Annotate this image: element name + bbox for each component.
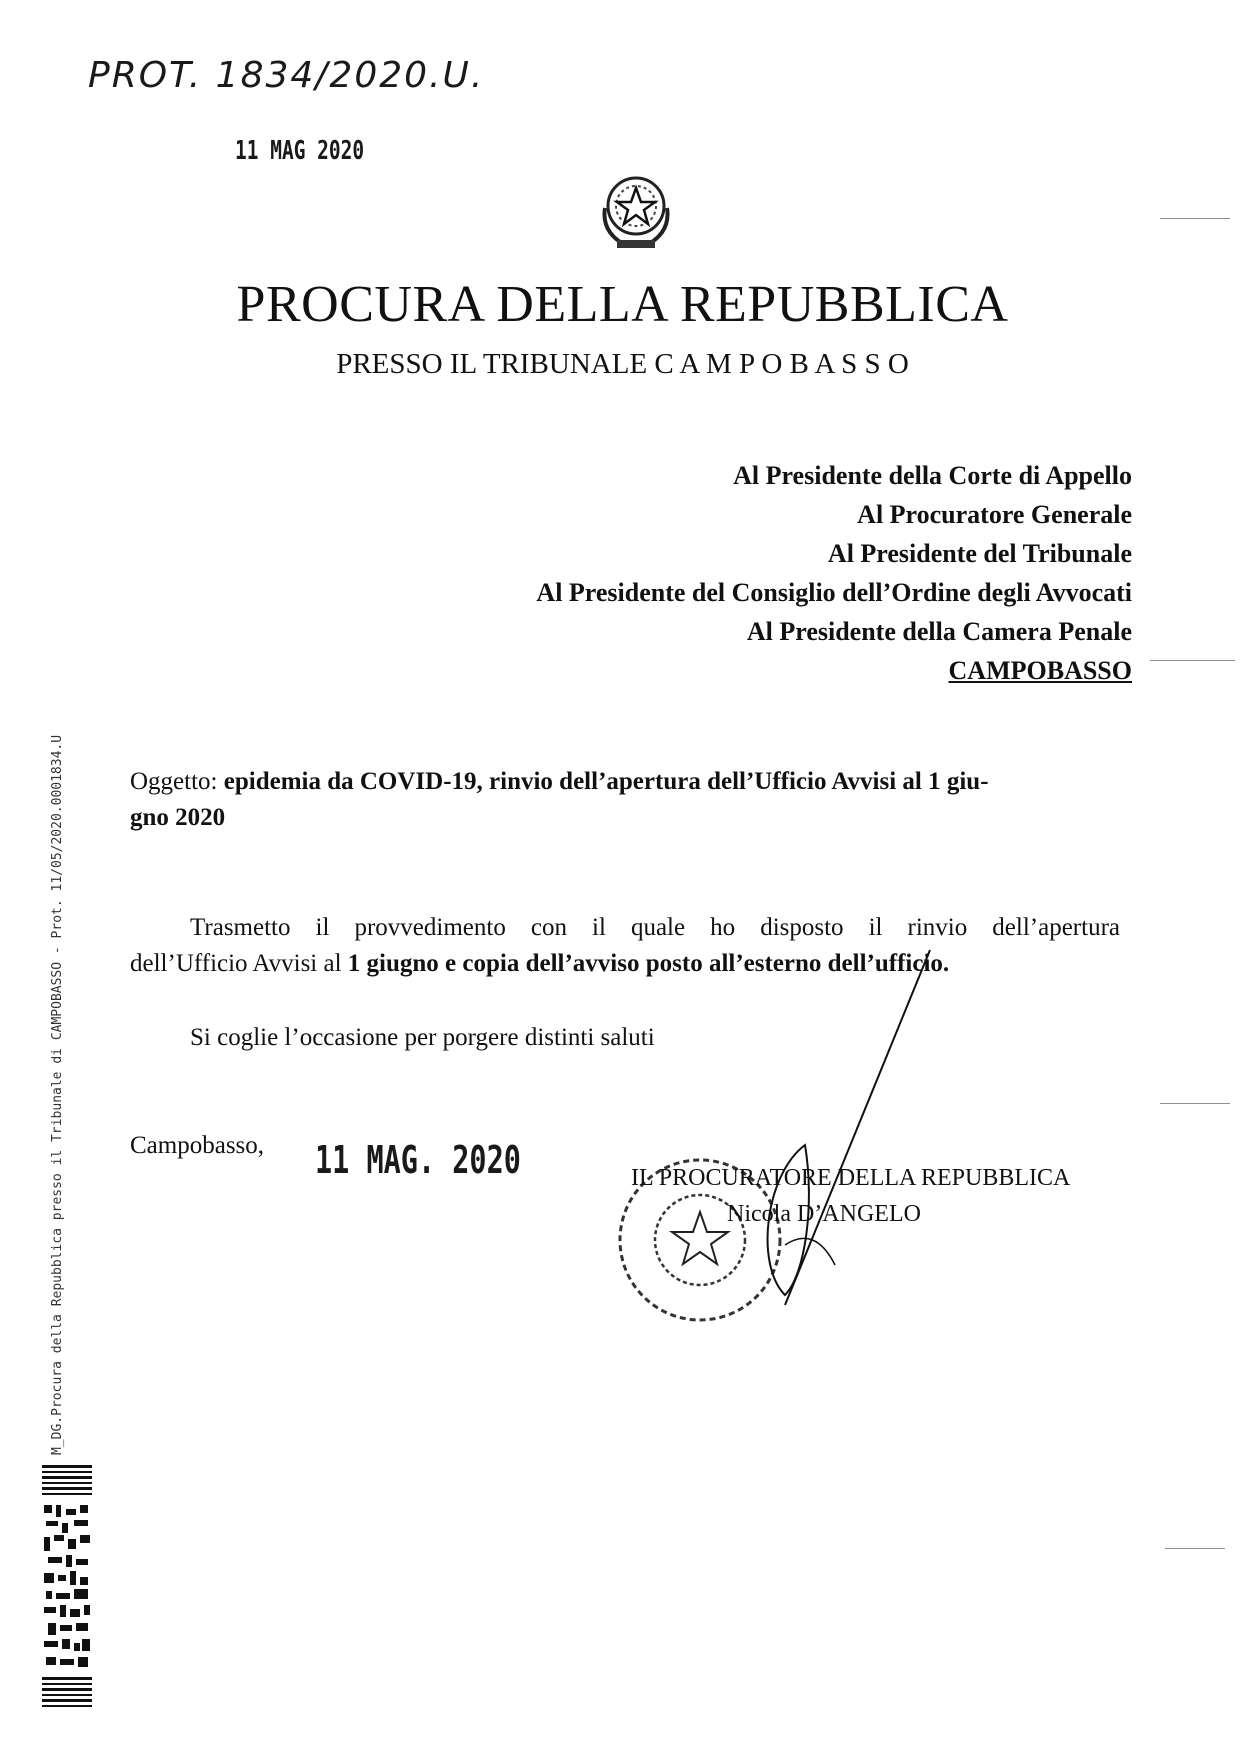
scan-artifact [1165, 1548, 1225, 1549]
page-subtitle: PRESSO IL TRIBUNALE C A M P O B A S S O [336, 348, 909, 380]
body-line-bold: 1 giugno e copia dell’avviso posto all’esterno dell’ufficio. [347, 950, 950, 977]
received-date-stamp: 11 MAG 2020 [235, 136, 365, 166]
body-line: Trasmetto il provvedimento con il quale ho disposto il rinvio dell’apertura [190, 914, 1120, 941]
side-protocol-text: M_DG.Procura della Repubblica presso il Tribunale di CAMPOBASSO - Prot. 11/05/2020.0001834.U [50, 734, 65, 1455]
place-label: Campobasso, [130, 1132, 265, 1159]
scan-artifact [1160, 218, 1230, 219]
handwritten-protocol: PROT. 1834/2020.U. [88, 55, 485, 96]
scan-artifact [1150, 660, 1235, 661]
barcode [42, 1465, 92, 1715]
subject-block [130, 764, 1120, 836]
addressee-line: Al Presidente della Camera Penale [746, 617, 1132, 646]
addressee-city: CAMPOBASSO [948, 656, 1132, 685]
republic-emblem [597, 168, 675, 254]
body-line-plain: dell’Ufficio Avvisi al [130, 950, 342, 977]
signatory-name: Nicola D’ANGELO [727, 1201, 921, 1227]
subject-text-continued: gno 2020 [130, 804, 226, 831]
addressee-block [536, 456, 1132, 690]
signature-date-stamp: 11 MAG. 2020 [315, 1138, 521, 1182]
addressee-line: Al Procuratore Generale [857, 500, 1132, 529]
body-paragraph [130, 910, 1120, 982]
scan-artifact [1160, 1103, 1230, 1104]
signatory-role: IL PROCURATORE DELLA REPUBBLICA [631, 1165, 1071, 1191]
greeting-line: Si coglie l’occasione per porgere distinti saluti [190, 1024, 655, 1051]
page-title: PROCURA DELLA REPUBBLICA [236, 276, 1009, 333]
addressee-line: Al Presidente del Tribunale [827, 539, 1132, 568]
addressee-line: Al Presidente del Consiglio dell’Ordine degli Avvocati [536, 578, 1132, 607]
addressee-line: Al Presidente della Corte di Appello [733, 461, 1132, 490]
handwritten-signature [745, 945, 945, 1315]
subject-label: Oggetto: [130, 768, 218, 795]
subject-text: epidemia da COVID-19, rinvio dell’apertura dell’Ufficio Avvisi al 1 giu- [223, 768, 989, 795]
